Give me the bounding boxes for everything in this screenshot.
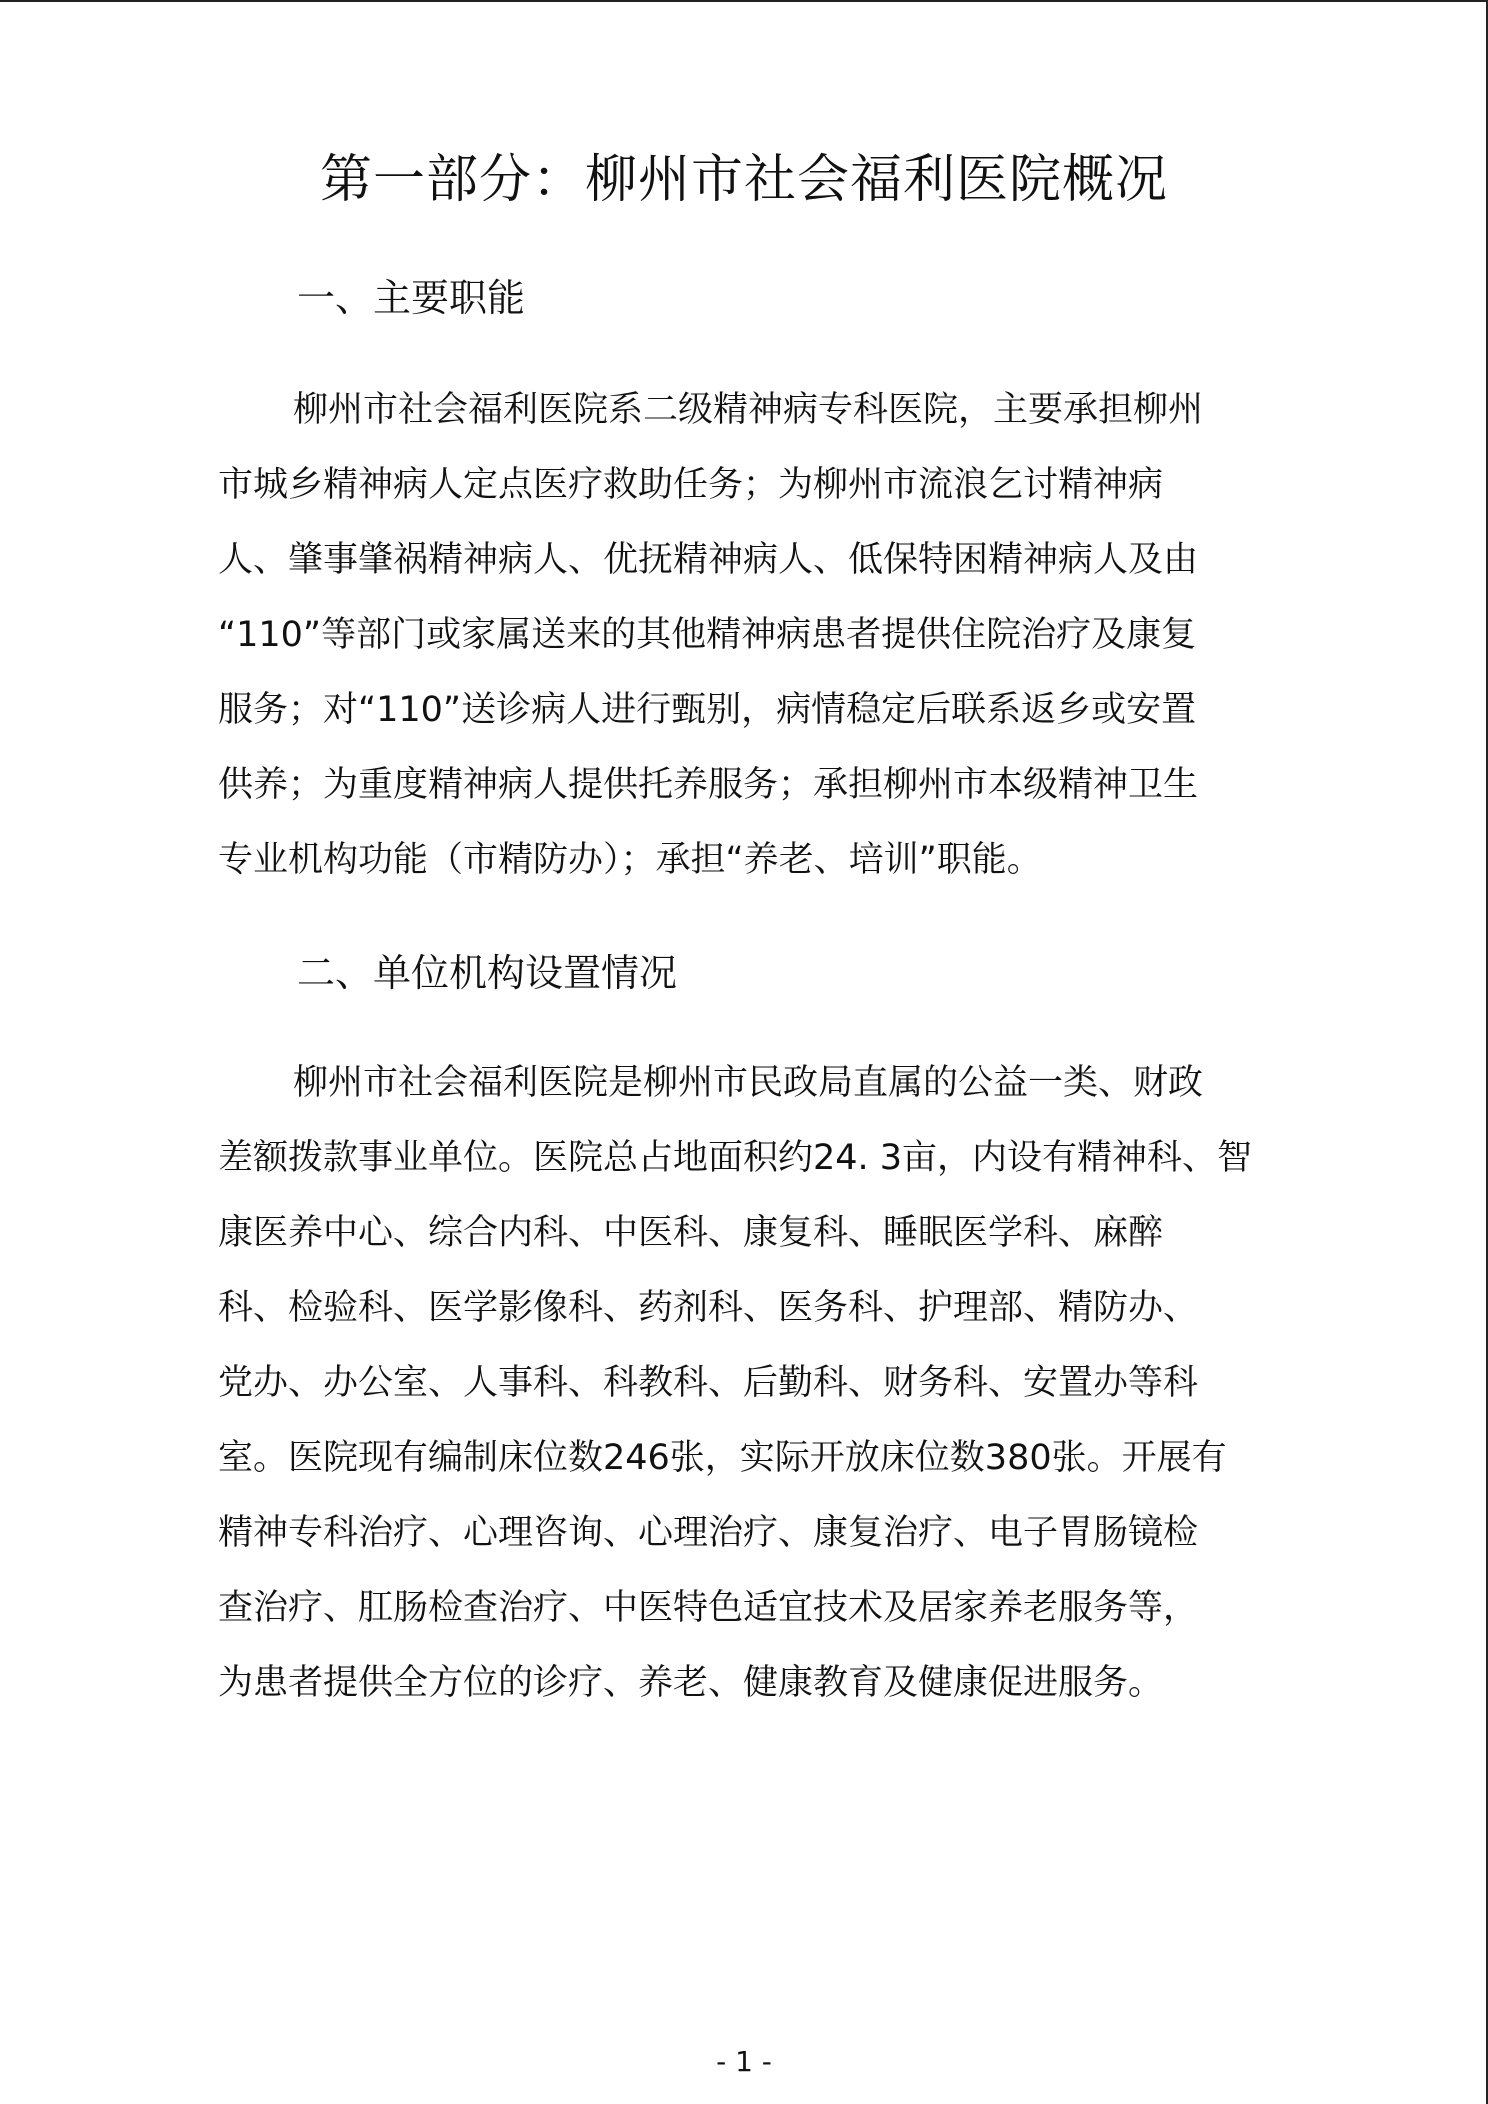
paragraph-line: 科、检验科、医学影像科、药剂科、医务科、护理部、精防办、 xyxy=(218,1288,1199,1328)
paragraph-line: 差额拨款事业单位。医院总占地面积约24. 3亩，内设有精神科、智 xyxy=(218,1138,1253,1178)
page-title: 第一部分：柳州市社会福利医院概况 xyxy=(319,150,1168,210)
section-heading-organization: 二、单位机构设置情况 xyxy=(297,951,678,995)
paragraph-line: 市城乡精神病人定点医疗救助任务；为柳州市流浪乞讨精神病 xyxy=(218,465,1164,505)
page-border-top xyxy=(0,0,1488,2)
paragraph-line: 精神专科治疗、心理咨询、心理治疗、康复治疗、电子胃肠镜检 xyxy=(218,1513,1199,1553)
paragraph-line: 为患者提供全方位的诊疗、养老、健康教育及健康促进服务。 xyxy=(218,1663,1164,1703)
paragraph-line: 柳州市社会福利医院是柳州市民政局直属的公益一类、财政 xyxy=(293,1063,1204,1103)
paragraph-main-functions xyxy=(218,373,1290,898)
paragraph-organization xyxy=(218,1046,1290,1721)
paragraph-line: 人、肇事肇祸精神病人、优抚精神病人、低保特困精神病人及由 xyxy=(218,540,1199,580)
paragraph-line: 室。医院现有编制床位数246张，实际开放床位数380张。开展有 xyxy=(218,1438,1227,1478)
paragraph-line: “110”等部门或家属送来的其他精神病患者提供住院治疗及康复 xyxy=(218,615,1197,655)
paragraph-line: 查治疗、肛肠检查治疗、中医特色适宜技术及居家养老服务等， xyxy=(218,1588,1199,1628)
page-number: - 1 - xyxy=(716,2045,772,2078)
paragraph-line: 服务；对“110”送诊病人进行甄别，病情稳定后联系返乡或安置 xyxy=(218,690,1197,730)
paragraph-line: 康医养中心、综合内科、中医科、康复科、睡眠医学科、麻醉 xyxy=(218,1213,1164,1253)
paragraph-line: 柳州市社会福利医院系二级精神病专科医院，主要承担柳州 xyxy=(293,390,1204,430)
paragraph-line: 专业机构功能（市精防办）；承担“养老、培训”职能。 xyxy=(218,840,1042,880)
section-heading-main-functions: 一、主要职能 xyxy=(297,276,526,320)
paragraph-line: 供养；为重度精神病人提供托养服务；承担柳州市本级精神卫生 xyxy=(218,765,1199,805)
paragraph-line: 党办、办公室、人事科、科教科、后勤科、财务科、安置办等科 xyxy=(218,1363,1199,1403)
